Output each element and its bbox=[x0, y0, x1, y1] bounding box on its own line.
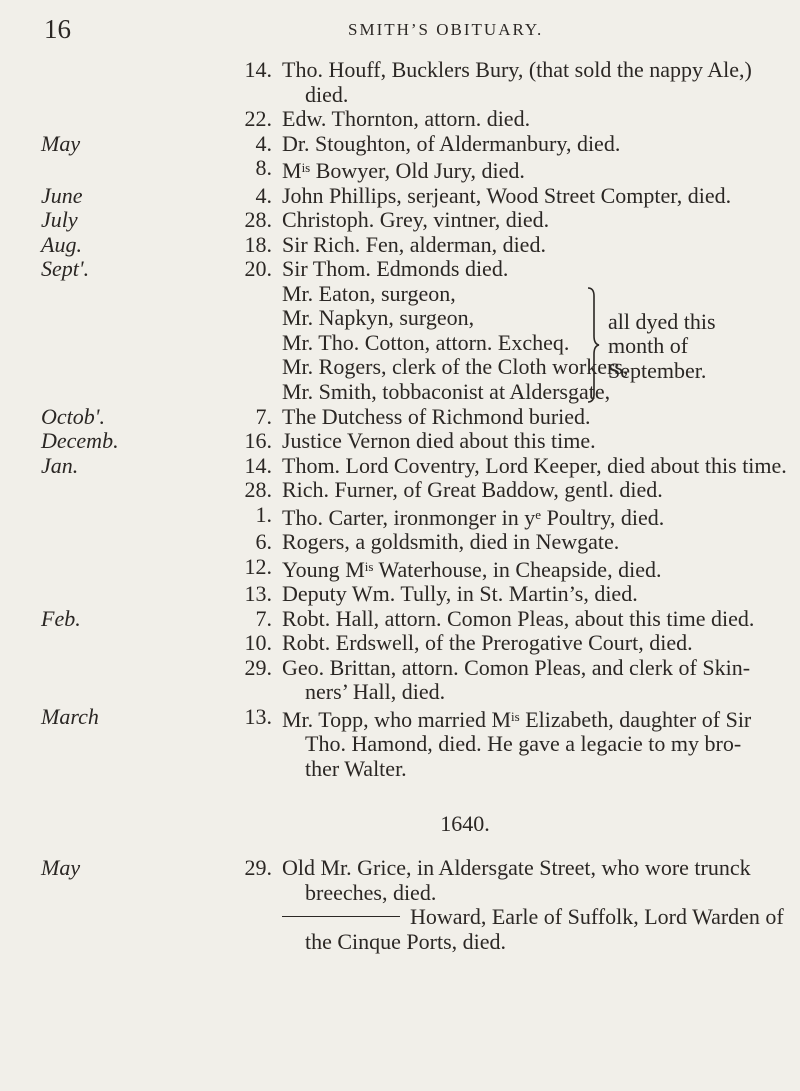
obituary-entry bbox=[0, 429, 800, 454]
obituary-entry bbox=[0, 156, 800, 184]
entry-line: the Cinque Ports, died. bbox=[305, 928, 507, 954]
entry-line: Christoph. Grey, vintner, died. bbox=[282, 207, 550, 232]
page-header bbox=[0, 14, 800, 48]
entry-line: Robt. Hall, attorn. Comon Pleas, about this time died. bbox=[282, 605, 755, 631]
entry-text bbox=[282, 904, 784, 954]
group-name-line: Mr. Smith, tobbaconist at Aldersgate, bbox=[282, 378, 611, 404]
obituary-entry bbox=[0, 405, 800, 430]
month-label: May bbox=[41, 130, 81, 156]
obituary-entry bbox=[0, 530, 800, 555]
month-label: Octob'. bbox=[41, 403, 105, 429]
entry-text bbox=[282, 132, 772, 157]
day-number: 16. bbox=[244, 428, 272, 453]
month-label: March bbox=[41, 703, 99, 729]
entry-text bbox=[282, 503, 772, 531]
day-number: 20. bbox=[244, 256, 272, 281]
entry-line: Dr. Stoughton, of Aldermanbury, died. bbox=[282, 130, 621, 156]
month-label: Feb. bbox=[41, 605, 81, 631]
entries-list-c bbox=[0, 856, 800, 954]
entry-text bbox=[282, 582, 772, 607]
obituary-entry bbox=[0, 208, 800, 233]
obituary-entry bbox=[0, 656, 800, 705]
entry-line: Sir Thom. Edmonds died. bbox=[282, 256, 509, 281]
ditto-dash bbox=[282, 916, 400, 917]
entry-line: Mr. Topp, who married $M^{is}$ Elizabeth, daughter of Sir bbox=[282, 706, 752, 732]
entry-line: Old Mr. Grice, in Aldersgate Street, who wore trunck bbox=[282, 855, 751, 880]
obituary-entry bbox=[0, 631, 800, 656]
entry-text bbox=[282, 452, 787, 479]
day-number: 14. bbox=[244, 57, 272, 82]
obituary-entry bbox=[0, 257, 800, 282]
obituary-entry bbox=[0, 607, 800, 632]
entry-line: breeches, died. bbox=[305, 879, 437, 905]
group-name-line: Mr. Eaton, surgeon, bbox=[282, 280, 456, 306]
obituary-entry bbox=[0, 454, 800, 479]
group-note-line: month of bbox=[608, 333, 689, 358]
entry-text bbox=[282, 607, 772, 632]
group-note-line: September. bbox=[608, 357, 707, 383]
superscript: is bbox=[511, 708, 520, 724]
superscript: is bbox=[301, 160, 311, 175]
entry-line: Robt. Erdswell, of the Prerogative Court, died. bbox=[282, 630, 693, 655]
group-name-line: Mr. Rogers, clerk of the Cloth workers, bbox=[282, 354, 629, 379]
entry-line: Thom. Lord Coventry, Lord Keeper, died about this time. bbox=[282, 452, 787, 478]
day-number: 12. bbox=[244, 553, 272, 579]
entry-text bbox=[282, 631, 772, 656]
obituary-entry bbox=[0, 132, 800, 157]
obituary-entry bbox=[0, 705, 800, 782]
obituary-entry bbox=[0, 107, 800, 132]
entry-line: $M^{is}$ Bowyer, Old Jury, died. bbox=[282, 158, 525, 183]
day-number: 4. bbox=[255, 182, 272, 208]
entry-line: Justice Vernon died about this time. bbox=[282, 428, 596, 453]
obituary-entry bbox=[0, 582, 800, 607]
entry-line: Tho. Hamond, died. He gave a legacie to my bro- bbox=[305, 731, 742, 756]
month-label: Decemb. bbox=[41, 428, 119, 453]
obituary-entry bbox=[0, 905, 800, 954]
entries-list-a bbox=[0, 58, 800, 282]
day-number: 28. bbox=[244, 477, 272, 502]
entry-line: Deputy Wm. Tully, in St. Martin’s, died. bbox=[282, 581, 638, 606]
entry-text bbox=[282, 257, 772, 282]
obituary-entry bbox=[0, 58, 800, 107]
day-number: 8. bbox=[255, 155, 272, 180]
month-label: May bbox=[41, 855, 81, 880]
entry-text bbox=[282, 184, 772, 209]
month-label: June bbox=[41, 182, 83, 208]
right-brace-icon bbox=[586, 286, 600, 404]
entry-text bbox=[282, 856, 772, 905]
entry-line: ther Walter. bbox=[305, 755, 407, 781]
day-number: 29. bbox=[244, 855, 272, 880]
entry-text bbox=[282, 478, 772, 503]
entry-line: Tho. Houff, Bucklers Bury, (that sold the nappy Ale,) bbox=[282, 57, 752, 82]
day-number: 29. bbox=[244, 654, 272, 680]
entry-text bbox=[282, 555, 772, 583]
day-number: 4. bbox=[255, 130, 272, 156]
entry-line: Edw. Thornton, attorn. died. bbox=[282, 106, 531, 131]
obituary-entry bbox=[0, 184, 800, 209]
entry-line: Rich. Furner, of Great Baddow, gentl. died. bbox=[282, 477, 663, 502]
month-label: July bbox=[41, 207, 78, 232]
entry-text bbox=[282, 405, 772, 430]
month-label: Jan. bbox=[41, 452, 79, 478]
entry-line: ners’ Hall, died. bbox=[305, 679, 446, 704]
entry-text bbox=[282, 233, 772, 258]
superscript: is bbox=[364, 558, 374, 574]
group-name-line: Mr. Napkyn, surgeon, bbox=[282, 305, 475, 330]
day-number: 10. bbox=[244, 630, 272, 655]
entry-line: Rogers, a goldsmith, died in Newgate. bbox=[282, 529, 620, 554]
entry-line: Geo. Brittan, attorn. Comon Pleas, and clerk of Skin- bbox=[282, 654, 751, 680]
group-names bbox=[282, 282, 800, 405]
running-title: SMITH’S OBITUARY. bbox=[348, 20, 544, 39]
day-number: 1. bbox=[255, 501, 272, 527]
obituary-body bbox=[0, 58, 800, 954]
page-number: 16 bbox=[44, 14, 71, 44]
group-name-line: Mr. Tho. Cotton, attorn. Excheq. bbox=[282, 329, 570, 355]
group-note-line: all dyed this bbox=[608, 308, 716, 334]
entry-text bbox=[282, 156, 772, 184]
entries-list-b bbox=[0, 405, 800, 782]
month-label: Aug. bbox=[41, 231, 82, 257]
obituary-entry bbox=[0, 233, 800, 258]
entry-line: Howard, Earle of Suffolk, Lord Warden of bbox=[282, 905, 772, 930]
september-group bbox=[0, 282, 800, 405]
day-number: 22. bbox=[244, 106, 272, 131]
obituary-entry bbox=[0, 856, 800, 905]
entry-line: Sir Rich. Fen, alderman, died. bbox=[282, 231, 546, 257]
group-note bbox=[608, 310, 716, 384]
entry-line: The Dutchess of Richmond buried. bbox=[282, 403, 591, 429]
entry-line: John Phillips, serjeant, Wood Street Compter, died. bbox=[282, 182, 732, 208]
day-number: 14. bbox=[244, 452, 272, 478]
day-number: 6. bbox=[255, 529, 272, 554]
day-number: 28. bbox=[244, 207, 272, 232]
day-number: 18. bbox=[244, 231, 272, 257]
entry-line: Tho. Carter, ironmonger in $y^e$ Poultry, died. bbox=[282, 504, 665, 530]
day-number: 13. bbox=[244, 703, 272, 729]
entry-text bbox=[282, 58, 772, 107]
entry-text bbox=[282, 429, 772, 454]
day-number: 7. bbox=[255, 605, 272, 631]
obituary-entry bbox=[0, 478, 800, 503]
obituary-entry bbox=[0, 503, 800, 531]
entry-text bbox=[282, 656, 772, 705]
entry-text bbox=[282, 530, 772, 555]
superscript: e bbox=[535, 506, 542, 522]
entry-text bbox=[282, 705, 772, 782]
entry-line: died. bbox=[305, 81, 349, 107]
month-label: Sept'. bbox=[41, 256, 90, 281]
day-number: 13. bbox=[244, 581, 272, 606]
entry-line: Young $M^{is}$ Waterhouse, in Cheapside, died. bbox=[282, 556, 662, 582]
day-number: 7. bbox=[255, 403, 272, 429]
entry-text bbox=[282, 107, 772, 132]
year-heading: 1640. bbox=[440, 811, 490, 836]
entry-text bbox=[282, 208, 772, 233]
obituary-entry bbox=[0, 555, 800, 583]
